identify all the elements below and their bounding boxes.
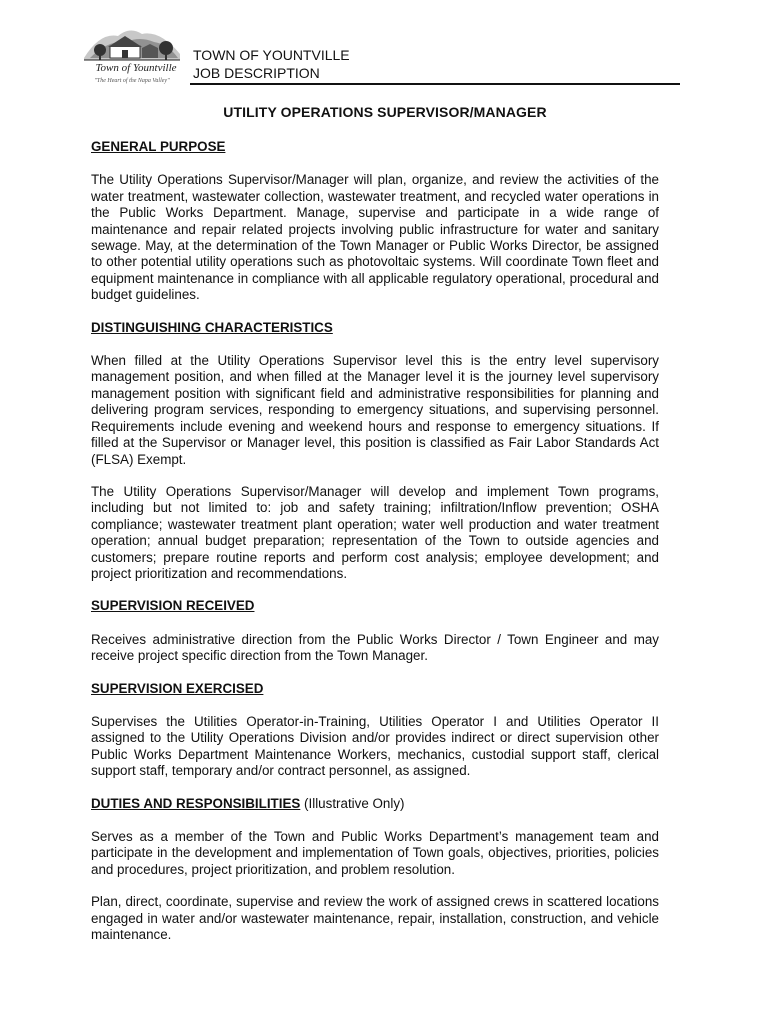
- duties-heading-line: [91, 796, 659, 812]
- logo-tagline: "The Heart of the Napa Valley": [94, 78, 170, 84]
- header-doc-type: JOB DESCRIPTION: [193, 65, 320, 81]
- duties-heading: DUTIES AND RESPONSIBILITIES: [91, 795, 301, 811]
- job-title: UTILITY OPERATIONS SUPERVISOR/MANAGER: [223, 104, 547, 120]
- supervision-exercised-heading: SUPERVISION EXERCISED: [91, 680, 264, 696]
- document-header: [193, 46, 350, 82]
- duties-paragraph-1: Serves as a member of the Town and Public Works Department’s management team and participate in the development and implementation of Town goals, objectives, priorities, policies and procedures, project prioritization, and problem resolution.: [91, 829, 659, 877]
- supervision-received-paragraph: Receives administrative direction from the Public Works Director / Town Engineer and may receive project specific direction from the Town Manager.: [91, 631, 659, 664]
- general-purpose-paragraph: The Utility Operations Supervisor/Manager will plan, organize, and review the activities of the water treatment, wastewater collection, wastewater treatment, and recycled water operations in the Public Works Department. Manage, supervise and participate in a wide range of maintenance and repair related projects involving public infrastructure for water and sanitary sewage. May, at the determination of the Town Manager or Public Works Director, be assigned to other potential utility operations such as photovoltaic systems. Will coordinate Town fleet and equipment maintenance in compliance with all applicable regulatory operational, procedural and budget guidelines.: [91, 172, 659, 303]
- supervision-received-heading: SUPERVISION RECEIVED: [91, 598, 255, 614]
- header-divider: [190, 83, 680, 85]
- duties-paragraph-2: Plan, direct, coordinate, supervise and review the work of assigned crews in scattered locations engaged in water and/or wastewater maintenance, repair, installation, construction, and vehicle maintenance.: [91, 894, 659, 943]
- document-body: [91, 139, 659, 959]
- town-logo: [80, 24, 184, 96]
- duties-heading-note: (Illustrative Only): [300, 795, 405, 811]
- distinguishing-paragraph-1: When filled at the Utility Operations Supervisor level this is the entry level supervisory management position, and when filled at the Manager level it is the journey level supervisory management position with significant field and administrative responsibilities for planning and delivering program services, responding to emergency situations, and supervising personnel. Requirements include evening and weekend hours and response to emergency situations. If filled at the Supervisor or Manager level, this position is classified as Fair Labor Standards Act (FLSA) Exempt.: [91, 353, 659, 467]
- distinguishing-heading: DISTINGUISHING CHARACTERISTICS: [91, 319, 333, 335]
- distinguishing-paragraph-2: The Utility Operations Supervisor/Manager will develop and implement Town programs, including but not limited to: job and safety training; infiltration/Inflow prevention; OSHA compliance; wastewater treatment plant operation; water well production and water treatment operation; annual budget preparation; representation of the Town to outside agencies and customers; prepare routine reports and perform cost analysis; employee development; and project prioritization and recommendations.: [91, 483, 659, 581]
- supervision-exercised-paragraph: Supervises the Utilities Operator-in-Training, Utilities Operator I and Utilities Operator II assigned to the Utility Operations Division and/or provides indirect or direct supervision other Public Works Department Maintenance Workers, mechanics, custodial support staff, clerical support staff, temporary and/or contract personnel, as assigned.: [91, 713, 659, 779]
- general-purpose-heading: GENERAL PURPOSE: [91, 139, 226, 154]
- logo-name: Town of Yountville: [95, 62, 177, 74]
- town-logo-graphic: [80, 24, 184, 64]
- header-organization: TOWN OF YOUNTVILLE: [193, 47, 350, 63]
